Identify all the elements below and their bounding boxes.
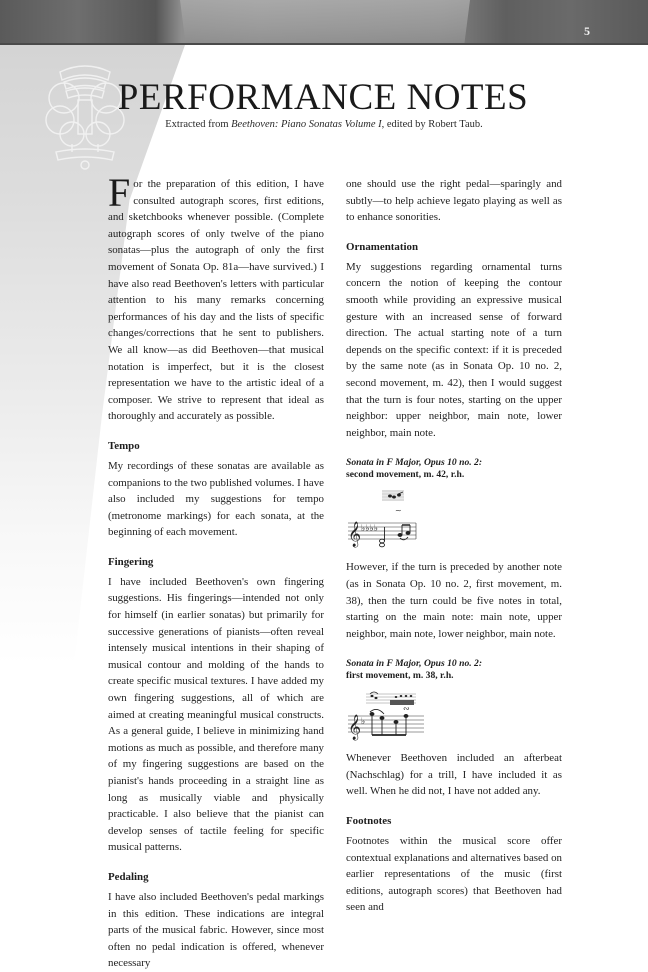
- ornamentation-text-3: Whenever Beethoven included an afterbeat (Nachschlag) for a trill, I have included it as well. When he did not, I have not added any.: [346, 752, 562, 798]
- svg-text:𝄞: 𝄞: [348, 522, 362, 548]
- intro-paragraph: [108, 170, 324, 425]
- subtitle-suffix: , edited by Robert Taub.: [381, 119, 483, 130]
- section-text-fingering: I have included Beethoven's own fingering suggestions. His fingerings—intended not only for himself (in earlier sonatas) but primarily for successive generations of pianists—often reveal intensely musical intentions in their shaping of musical contour and molding of the hands to create specific musical textures. I have added my own fingering suggestions, all of which are aimed at creating meaningful musical constructs. As a general guide, I believe in minimizing hand motions as much as possible, and therefore many of my fingering suggestions are based on the pianist's hands proceeding in a straight line as long as musically viable and physically practicable. I also believe that the pianist can develop senses of tactile feeling for specific musical patterns.: [108, 575, 324, 854]
- excerpt-1-title: Sonata in F Major, Opus 10 no. 2:: [346, 457, 483, 469]
- svg-text:∾: ∾: [403, 704, 410, 714]
- svg-text:♭: ♭: [361, 717, 366, 728]
- section-heading-ornamentation: Ornamentation: [346, 240, 418, 253]
- svg-text:~: ~: [395, 506, 402, 516]
- section-text-tempo: My recordings of these sonatas are available as companions to the two published volumes. I have also included my suggestions for tempo (metronome markings) for each sonata, at the beginning of each movement.: [108, 459, 324, 539]
- excerpt-1-detail: second movement, m. 42, r.h.: [346, 469, 465, 481]
- section-text-pedaling: I have also included Beethoven's pedal markings in this edition. These indications are integral parts of the musical fabric. However, since most often no pedal indication is offered, whenever necessary: [108, 890, 324, 970]
- intro-text: or the preparation of this edition, I have consulted autograph scores, first editions, and sketchbooks whenever possible. (Complete autograph scores of only twelve of the piano sonatas—plus the autograph of only the first movement of Sonata Op. 81a—have survived.) I have also read Beethoven's letters with particular attention to his many remarks concerning performances of his day and the lists of specific changes/corrections that he sent to publishers. We all know—as did Beethoven—that musical notation is imperfect, but it is the closest representation we have to the artistic ideal of a composer. We strive to represent that ideal as thoroughly and accurately as possible.: [108, 178, 324, 423]
- page-subtitle: [0, 119, 648, 130]
- section-heading-pedaling: Pedaling: [108, 870, 149, 883]
- music-excerpt-caption-1: [346, 457, 562, 481]
- page-number: 5: [584, 24, 590, 38]
- ornamentation-text-2: However, if the turn is preceded by another note (as in Sonata Op. 10 no. 2, first movement, m. 38), then the turn could be five notes in total, starting on the main note: main note, upper neighbor, main note, lower neighbor, main note.: [346, 561, 562, 640]
- right-column: [346, 176, 562, 916]
- excerpt-2-title: Sonata in F Major, Opus 10 no. 2:: [346, 658, 483, 670]
- subtitle-prefix: Extracted from: [165, 119, 232, 130]
- music-notation-icon: [346, 489, 446, 553]
- subtitle-book-title: Beethoven: Piano Sonatas Volume I: [231, 119, 382, 130]
- footnotes-text: Footnotes within the musical score offer contextual explanations and alternatives based on earlier representations of the music (first editions, autograph scores) that Beethoven had seen and: [346, 835, 562, 914]
- music-notation-icon: [346, 690, 446, 744]
- page-title: [0, 76, 648, 119]
- svg-text:♭♭♭♭: ♭♭♭♭: [361, 524, 378, 535]
- header-light-patch: [180, 0, 470, 45]
- pedaling-continued-text: one should use the right pedal—sparingly and subtly—to help achieve legato playing as well as to enhance sonorities.: [346, 178, 562, 224]
- ornamentation-text-1: My suggestions regarding ornamental turns concern the notion of keeping the contour smooth while providing an expressive musical gesture with an increased sense of forward direction. The actual starting note of a turn depends on the specific context: if it is preceded by the same note (as in Sonata Op. 10 no. 2, second movement, m. 42), then I would suggest that the turn is four notes, starting on the upper neighbor: upper neighbor, main note, lower neighbor, main note.: [346, 260, 562, 439]
- header-band: [0, 0, 648, 45]
- section-heading-fingering: Fingering: [108, 555, 154, 568]
- excerpt-2-detail: first movement, m. 38, r.h.: [346, 670, 454, 682]
- svg-text:𝄞: 𝄞: [348, 715, 362, 741]
- section-heading-tempo: Tempo: [108, 439, 140, 452]
- drop-cap: F: [108, 170, 131, 215]
- section-heading-footnotes: Footnotes: [346, 815, 392, 828]
- music-excerpt-caption-2: [346, 658, 562, 682]
- left-column: [108, 170, 324, 972]
- page-title-heading: PERFORMANCE NOTES: [117, 77, 529, 118]
